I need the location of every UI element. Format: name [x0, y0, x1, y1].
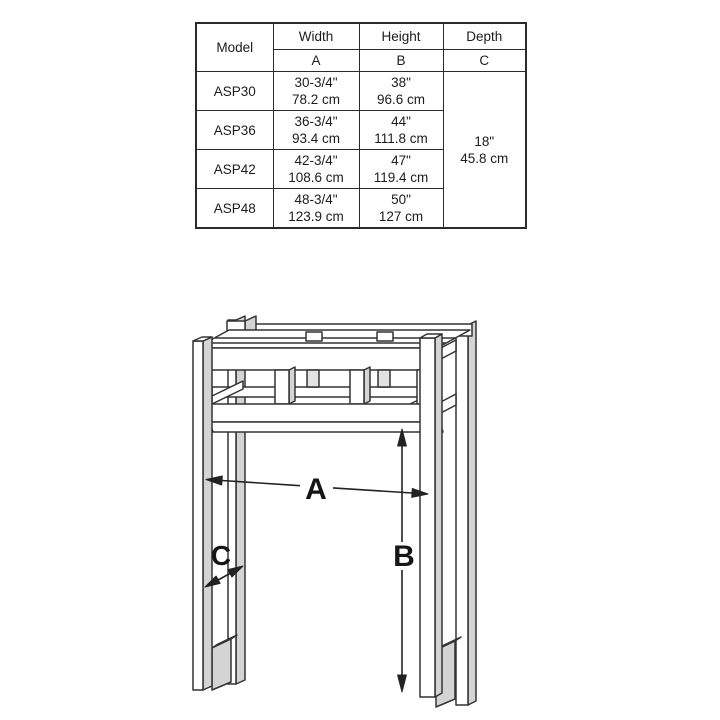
header-bottom-rail: [196, 404, 437, 422]
rear-right-post: [456, 321, 476, 705]
rear-left-post: [228, 316, 245, 684]
model-cell: ASP48: [196, 189, 273, 229]
width-cm: 108.6 cm: [288, 170, 344, 185]
height-dimension-label: B: [393, 540, 415, 573]
col-header-model: Model: [196, 23, 273, 72]
col-header-depth: Depth: [443, 23, 526, 50]
depth-inches: 18": [474, 133, 495, 149]
stud-top-notch: [306, 332, 322, 341]
col-subheader-c: C: [443, 50, 526, 72]
height-cm: 111.8 cm: [374, 131, 428, 146]
header-rear-stud: [307, 370, 319, 387]
header-front-stud: [275, 367, 295, 404]
col-subheader-b: B: [359, 50, 443, 72]
width-cm: 78.2 cm: [291, 92, 341, 107]
height-inches: 44": [391, 114, 411, 129]
width-dimension-label: A: [305, 473, 327, 506]
width-inches: 30-3/4": [294, 75, 338, 90]
width-inches: 48-3/4": [294, 192, 338, 207]
width-cm: 123.9 cm: [288, 209, 344, 224]
height-inches: 50": [391, 192, 411, 207]
right-front-stud: [420, 338, 435, 697]
height-cm: 127 cm: [378, 209, 424, 224]
col-header-height: Height: [359, 23, 443, 50]
left-foot-block: [212, 639, 231, 690]
header-rear-stud: [378, 370, 390, 387]
width-cm: 93.4 cm: [291, 131, 341, 146]
left-front-stud-side: [203, 337, 212, 690]
model-cell: ASP30: [196, 72, 273, 111]
col-header-width: Width: [273, 23, 359, 50]
width-inches: 36-3/4": [294, 114, 338, 129]
right-leg: [420, 334, 461, 707]
height-inches: 47": [391, 153, 411, 168]
right-front-stud-side: [435, 334, 442, 697]
height-cm: 96.6 cm: [376, 92, 426, 107]
header-front-stud: [350, 367, 370, 404]
left-front-stud: [193, 341, 203, 690]
depth-cm: 45.8 cm: [460, 150, 509, 166]
model-cell: ASP42: [196, 150, 273, 189]
depth-dimension-label: C: [210, 540, 232, 571]
model-cell: ASP36: [196, 111, 273, 150]
width-inches: 42-3/4": [294, 153, 338, 168]
header-rear-bottom-rail: [212, 387, 437, 397]
header-top-rail: [196, 348, 437, 370]
height-cm: 119.4 cm: [373, 170, 429, 185]
height-inches: 38": [391, 75, 411, 90]
col-subheader-a: A: [273, 50, 359, 72]
stud-top-notch: [377, 332, 393, 341]
header-bottom-lip: [210, 422, 443, 432]
